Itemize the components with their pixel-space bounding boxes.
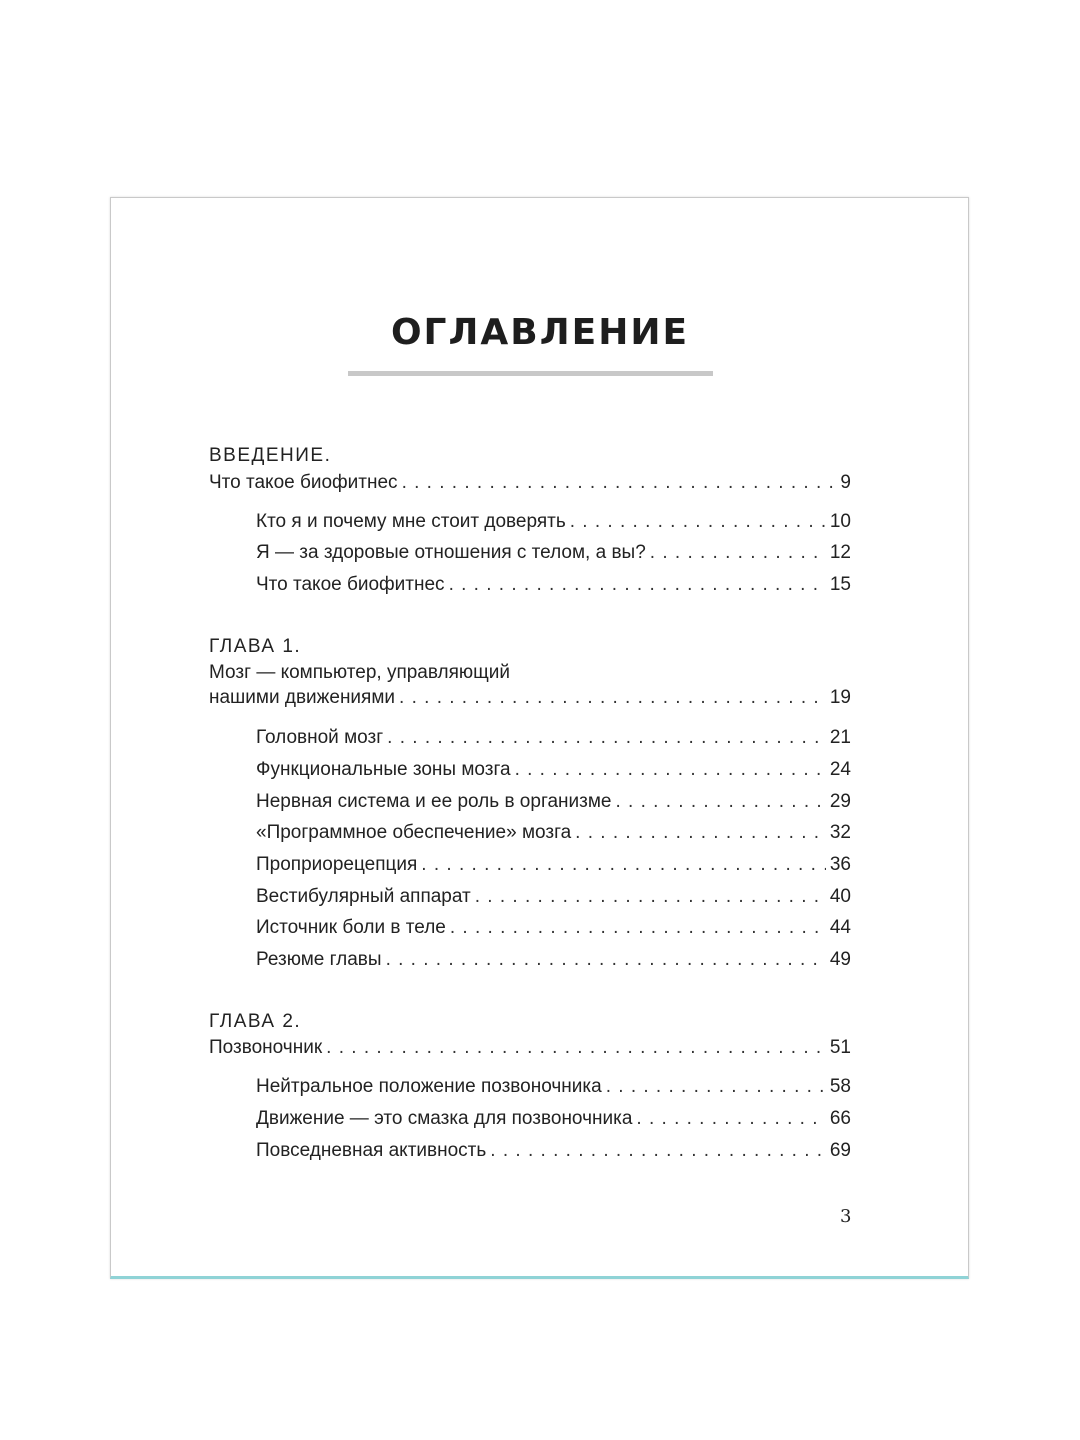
toc-entry[interactable] bbox=[209, 687, 851, 713]
chapter1-label: ГЛАВА 1. bbox=[209, 636, 302, 657]
toc-entry-page: 21 bbox=[829, 727, 851, 748]
toc-entry[interactable] bbox=[209, 1037, 851, 1063]
toc-entry-text: нашими движениями bbox=[209, 687, 396, 708]
chapter2-label: ГЛАВА 2. bbox=[209, 1011, 302, 1032]
dot-leader bbox=[386, 949, 826, 971]
dot-leader bbox=[475, 886, 826, 908]
dot-leader bbox=[449, 574, 826, 596]
toc-entry-text: «Программное обеспечение» мозга bbox=[256, 822, 572, 843]
toc-entry-text: Я — за здоровые отношения с телом, а вы? bbox=[256, 542, 646, 563]
toc-entry-text: Движение — это смазка для позвоночника bbox=[256, 1108, 633, 1129]
toc-entry-page: 12 bbox=[829, 542, 851, 563]
dot-leader bbox=[570, 511, 826, 533]
toc-entry[interactable] bbox=[256, 791, 851, 817]
toc-entry-text: Что такое биофитнес bbox=[256, 574, 445, 595]
toc-entry-text: Что такое биофитнес bbox=[209, 472, 398, 493]
toc-entry-page: 40 bbox=[829, 886, 851, 907]
toc-entry-text: Проприорецепция bbox=[256, 854, 418, 875]
dot-leader bbox=[650, 542, 826, 564]
toc-entry[interactable] bbox=[209, 472, 851, 498]
dot-leader bbox=[575, 822, 826, 844]
toc-entry-page: 29 bbox=[829, 791, 851, 812]
toc-entry-page: 44 bbox=[829, 917, 851, 938]
dot-leader bbox=[606, 1076, 826, 1098]
toc-entry-page: 15 bbox=[829, 574, 851, 595]
toc-entry[interactable] bbox=[256, 1076, 851, 1102]
dot-leader bbox=[387, 727, 826, 749]
toc-entry[interactable] bbox=[256, 854, 851, 880]
page-number: 3 bbox=[840, 1206, 852, 1227]
toc-entry[interactable] bbox=[256, 511, 851, 537]
toc-entry-page: 24 bbox=[829, 759, 851, 780]
toc-entry-page: 19 bbox=[829, 687, 851, 708]
chapter1-title-line1: Мозг — компьютер, управляющий bbox=[209, 662, 511, 683]
toc-entry[interactable] bbox=[256, 886, 851, 912]
toc-entry[interactable] bbox=[256, 542, 851, 568]
toc-entry-text: Кто я и почему мне стоит доверять bbox=[256, 511, 566, 532]
toc-entry-page: 51 bbox=[829, 1037, 851, 1058]
intro-label: ВВЕДЕНИЕ. bbox=[209, 445, 332, 466]
toc-entry-page: 58 bbox=[829, 1076, 851, 1097]
toc-entry-text: Нейтральное положение позвоночника bbox=[256, 1076, 602, 1097]
dot-leader bbox=[515, 759, 826, 781]
dot-leader bbox=[421, 854, 826, 876]
toc-entry-page: 36 bbox=[829, 854, 851, 875]
page-title: ОГЛАВЛЕНИЕ bbox=[390, 312, 690, 353]
toc-entry[interactable] bbox=[256, 949, 851, 975]
dot-leader bbox=[399, 687, 826, 709]
dot-leader bbox=[402, 472, 837, 494]
toc-entry-text: Источник боли в теле bbox=[256, 917, 446, 938]
toc-entry-text: Позвоночник bbox=[209, 1037, 323, 1058]
toc-entry[interactable] bbox=[256, 917, 851, 943]
toc-entry[interactable] bbox=[256, 759, 851, 785]
toc-entry[interactable] bbox=[256, 1140, 851, 1166]
toc-entry-page: 69 bbox=[829, 1140, 851, 1161]
toc-entry[interactable] bbox=[256, 727, 851, 753]
toc-entry[interactable] bbox=[256, 1108, 851, 1134]
toc-entry-page: 66 bbox=[829, 1108, 851, 1129]
dot-leader bbox=[636, 1108, 825, 1130]
dot-leader bbox=[490, 1140, 826, 1162]
toc-entry-text: Нервная система и ее роль в организме bbox=[256, 791, 612, 812]
dot-leader bbox=[326, 1037, 826, 1059]
toc-entry-text: Резюме главы bbox=[256, 949, 382, 970]
toc-entry-text: Повседневная активность bbox=[256, 1140, 487, 1161]
toc-entry-text: Вестибулярный аппарат bbox=[256, 886, 471, 907]
dot-leader bbox=[450, 917, 826, 939]
toc-entry-page: 9 bbox=[840, 472, 851, 493]
toc-entry-page: 10 bbox=[829, 511, 851, 532]
title-underline bbox=[348, 371, 713, 376]
toc-entry-text: Функциональные зоны мозга bbox=[256, 759, 511, 780]
toc-entry[interactable] bbox=[256, 574, 851, 600]
toc-entry-text: Головной мозг bbox=[256, 727, 384, 748]
dot-leader bbox=[615, 791, 825, 813]
toc-entry-page: 49 bbox=[829, 949, 851, 970]
toc-entry[interactable] bbox=[256, 822, 851, 848]
toc-entry-page: 32 bbox=[829, 822, 851, 843]
